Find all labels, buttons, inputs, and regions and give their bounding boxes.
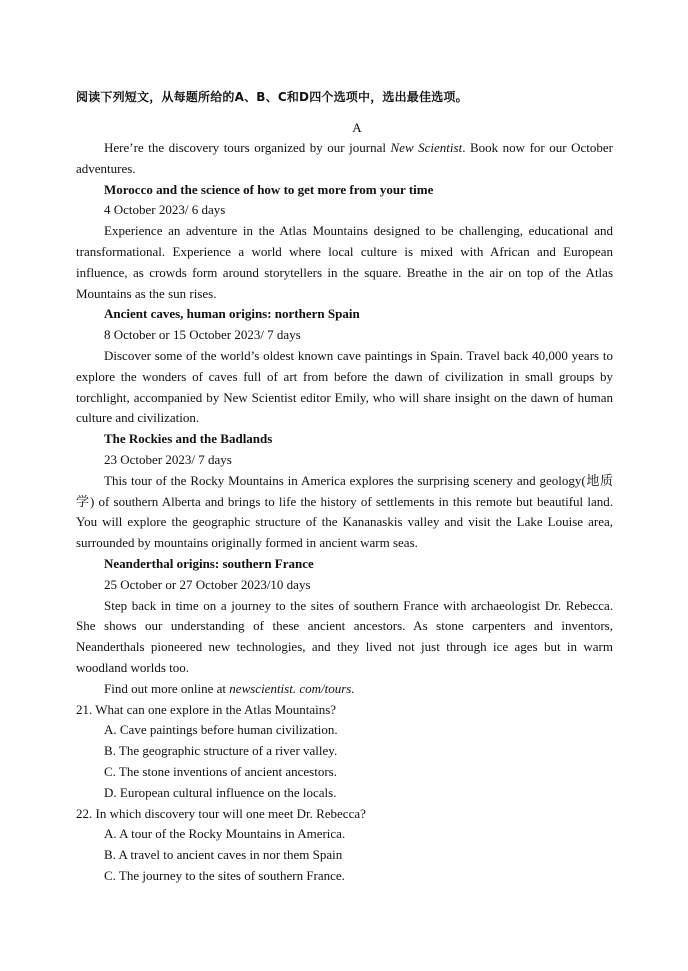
intro-paragraph	[76, 138, 613, 180]
tour-title: Ancient caves, human origins: northern Spain	[104, 306, 360, 322]
tour-description: This tour of the Rocky Mountains in America explores the surprising scenery and geology(地质学) of southern Alberta and brings to life the history of settlements in this remote but beautiful land. You will explore the geographic structure of the Kananaskis valley and visit the Lake Louise area, surrounded by mountains originally formed in ancient warm seas.	[76, 472, 613, 551]
tour-date: 8 October or 15 October 2023/ 7 days	[104, 327, 301, 343]
tour-description: Discover some of the world’s oldest known cave paintings in Spain. Travel back 40,000 years to explore the wonders of caves full of art from before the dawn of civilization in small groups by torchlight, accompanied by New Scientist editor Emily, who will share insight on the dawn of human culture and civilization.	[76, 347, 613, 426]
tour-title: Neanderthal origins: southern France	[104, 555, 314, 571]
intro-after: . Book now for our October adventures.	[76, 140, 613, 176]
question-option: B. A travel to ancient caves in nor them Spain	[104, 847, 343, 863]
instruction-text: 阅读下列短文，从每题所给的A、B、C和D四个选项中，选出最佳选项。	[76, 90, 468, 104]
tour-description: Experience an adventure in the Atlas Mountains designed to be challenging, educational and transformational. Experience a world where local culture is mixed with African and European influence, as crowds form around storytellers in the square. Breathe in the air on top of the Atlas Mountains as the sun rises.	[76, 223, 613, 301]
more-info	[76, 679, 613, 700]
tour-date: 23 October 2023/ 7 days	[104, 451, 232, 467]
question-stem: 21. What can one explore in the Atlas Mountains?	[76, 701, 337, 717]
question-option: A. Cave paintings before human civilization.	[104, 722, 338, 738]
question-option: A. A tour of the Rocky Mountains in America.	[104, 826, 346, 842]
more-info-url: newscientist. com/tours.	[229, 680, 355, 696]
question-stem: 22. In which discovery tour will one meet Dr. Rebecca?	[76, 805, 366, 821]
question-option: D. European cultural influence on the locals.	[104, 784, 337, 800]
tour-date: 25 October or 27 October 2023/10 days	[104, 576, 311, 592]
question-option: C. The journey to the sites of southern France.	[104, 867, 345, 883]
question-option: C. The stone inventions of ancient ancestors.	[104, 763, 337, 779]
section-letter: A	[352, 120, 362, 135]
journal-name: New Scientist	[390, 140, 463, 155]
tour-title: Morocco and the science of how to get more from your time	[104, 181, 434, 197]
tour-description: Step back in time on a journey to the sites of southern France with archaeologist Dr. Rebecca. She shows our understanding of these ancient ancestors. As stone carpenters and inventors, Neanderthals pioneered new technologies, and they lived not just through ice ages but in warm woodland worlds too.	[76, 597, 613, 675]
tour-title: The Rockies and the Badlands	[104, 431, 273, 447]
tour-date: 4 October 2023/ 6 days	[104, 202, 226, 218]
question-option: B. The geographic structure of a river valley.	[104, 743, 338, 759]
passage	[76, 138, 613, 887]
intro-before: Here’re the discovery tours organized by our journal	[104, 140, 391, 155]
more-info-text: Find out more online at	[104, 680, 230, 696]
